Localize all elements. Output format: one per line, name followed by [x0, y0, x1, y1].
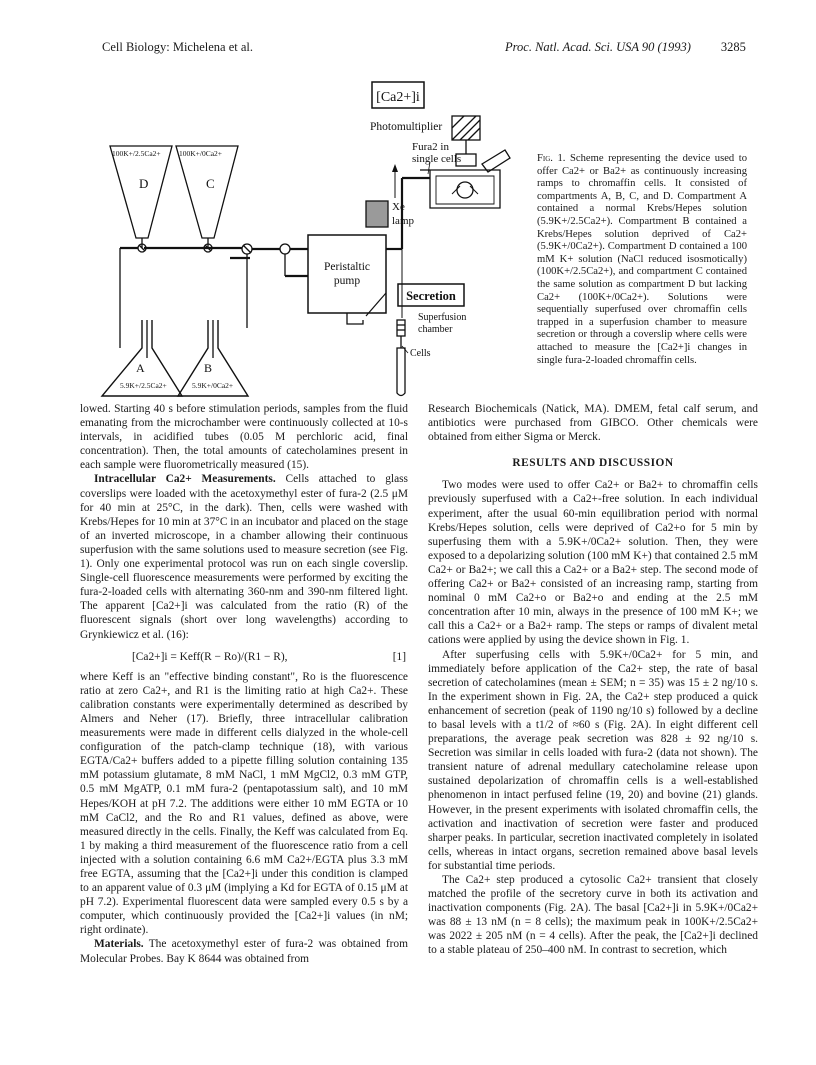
results-paragraph-2: After superfusing cells with 5.9K+/0Ca2+ for 5 min, and immediately before application of the Ca2+ step, the rate of basal secretion of catecholamines (mean ± SEM; n = 35) was 15 ± 2 ng/10 s. In the experiment shown in Fig. 2A, the Ca2+ step produced a quick enhancement of secretion (peak of 1190 ng/10 s) followed by a decline to basal levels with a t1/2 of ≈60 s (Fig. 2A). In eight different cell preparations, the average peak secretion was 828 ± 92 ng/10 s. Secretion was similar in cells loaded with fura-2 (data not shown). The transient nature of adrenal medullary catecholamine release upon sustained depolarization of chromaffin cells is a well-established phenomenon in intact perfused feline (19, 20) and bovine (21) glands. However, in the present experiments with isolated chromaffin cells, the activation and inactivation of secretion were faster and produced sharper peaks. In particular, secretion inactivated completely in isolated cells, whereas in intact organs, secretion remained above basal levels for substantial time periods. [428, 648, 758, 872]
superfusion-label: Superfusion [418, 312, 467, 323]
running-header-right [505, 40, 746, 55]
compartment-c-reservoir [176, 146, 238, 238]
comp-a-label: A [136, 361, 145, 375]
caption-label: Fig. 1. [537, 153, 566, 164]
xe-label: Xe [392, 201, 405, 213]
sol-b-label: 5.9K+/0Ca2+ [192, 381, 234, 390]
equation-text: [Ca2+]i = Keff(R − Ro)/(R1 − R), [132, 650, 288, 663]
section-head-intracellular: Intracellular Ca2+ Measurements. [94, 473, 276, 486]
comp-d-label: D [139, 176, 149, 191]
photomultiplier-label: Photomultiplier [370, 121, 443, 133]
photomultiplier-icon [452, 116, 480, 140]
lamp-label: lamp [392, 215, 414, 227]
pump-label-2: pump [333, 275, 361, 287]
figure-1-device-scheme [80, 58, 520, 403]
section-head-materials: Materials. [94, 938, 144, 951]
right-column [428, 402, 758, 958]
compartment-d-reservoir [110, 146, 172, 238]
journal-citation: Proc. Natl. Acad. Sci. USA 90 (1993) [505, 40, 691, 54]
pump-label-1: Peristaltic [324, 261, 370, 273]
results-paragraph-1: Two modes were used to offer Ca2+ or Ba2+ to chromaffin cells previously superfused with a Ca2+-free solution. In each individual experiment, after the usual 60-min equilibration period with normal Krebs/Hepes solution, cells were deprived of Ca2+o for 5 min by superfusing them with a 5.9K+/0Ca2+ solution. Then, they were exposed to a depolarizing solution (100 mM K+) that contained 2.5 mM Ca2+ or Ba2+; we call this a Ca2+ or a Ba2+ step. The second mode of offering Ca2+ or Ba2+ consisted of an increasing ramp, starting from nominal 0 mM Ca2+o or Ba2+o and ending at the 2.5 mM concentration after 10 min, always in the presence of 100 mM K+; we call this a Ca2+ or a Ba2+ ramp. The steps or ramps of divalent metal cations were applied by using the device shown in Fig. 1. [428, 479, 758, 647]
fura2-label-2: single cells [412, 153, 462, 165]
running-header-left: Cell Biology: Michelena et al. [102, 40, 254, 54]
fura2-label: Fura2 in [412, 141, 449, 153]
methods-paragraph-4-text: The acetoxymethyl ester of fura-2 was obtained from Molecular Probes. Bay K 8644 was obtained from [80, 938, 408, 965]
secretion-label: Secretion [406, 289, 456, 303]
comp-b-label: B [204, 361, 213, 375]
results-paragraph-3: The Ca2+ step produced a cytosolic Ca2+ transient that closely matched the profile of the secretory curve in both its activation and inactivation components (Fig. 2A). The basal [Ca2+]i in 5.9K+/0Ca2+ was 88 ± 13 nM (n = 8 cells); the maximum peak in 100K+/2.5Ca2+ was 2022 ± 205 nM (n = 4 cells). After the peak, the [Ca2+]i declined to a stable plateau of 250–400 nM. In contrast to secretion, which [428, 874, 758, 957]
valve-4 [280, 244, 290, 254]
methods-paragraph-2-text: Cells attached to glass coverslips were loaded with the acetoxymethyl ester of fura-2 (2.5 μM for 40 min at 25°C, in the dark). Then, cells were washed with Krebs/Hepes for 10 min at 37°C in an incubator and placed on the stage of an inverted microscope, in a chamber allowing their continuous superfusion with the same solutions used to measure secretion (see Fig. 1). Only one experimental protocol was run on each single coverslip. Single-cell fluorescence measurements were performed by exciting the fura-2-loaded cells with alternating 360-nm and 390-nm filtered light. The apparent [Ca2+]i was calculated from the ratio (R) of the fluorescent signals (short over long wavelengths) according to Grynkiewicz et al. (16): [80, 473, 408, 641]
sol-d-label: 100K+/2.5Ca2+ [112, 149, 161, 158]
comp-c-label: C [206, 176, 215, 191]
caption-text: Scheme representing the device used to offer Ca2+ or Ba2+ as continuously increasing ramps to chromaffin cells. It consisted of compartments A, B, C, and D. Compartment A contained a normal Krebs/Hepes solution (5.9K+/2.5Ca2+). Compartment B contained a Krebs/Hepes solution deprived of Ca2+ (5.9K+/0Ca2+). Compartment D contained a 100 mM K+ solution (NaCl reduced isosmotically) (100K+/2.5Ca2+), and compartment C contained the same solution as compartment D but lacking Ca2+ (100K+/0Ca2+). Solutions were sequentially superfused over chromaffin cells trapped in a superfusion chamber to measure secretion or through a coverslip where cells were attached to measure the [Ca2+]i changes in single fura-2-loaded chromaffin cells. [537, 153, 747, 366]
sol-c-label: 100K+/0Ca2+ [179, 149, 223, 158]
page-number: 3285 [720, 40, 746, 54]
xe-lamp-box [366, 201, 388, 227]
cells-label: Cells [410, 348, 431, 359]
figure-caption [537, 153, 747, 367]
ca-label: [Ca2+]i [376, 90, 420, 105]
results-heading: RESULTS AND DISCUSSION [512, 457, 674, 470]
equation-1 [80, 650, 408, 664]
methods-paragraph-3: where Keff is an "effective binding constant", Ro is the fluorescence ratio at zero Ca2+, and R1 is the limiting ratio at high Ca2+. These calibration constants were experimentally determined as described by Almers and Neher (17). Briefly, three intracellular calibration measurements were made in different cells dialyzed in the whole-cell configuration of the patch-clamp technique (18), with various EGTA/Ca2+ buffers added to a pipette filling solution containing 135 mM potassium glutamate, 8 mM NaCl, 1 mM MgCl2, 0.3 mM GTP, 0.5 mM MgATP, 0.1 mM fura-2 (pentapotassium salt), and 10 mM Hepes/KOH at pH 7.2. The additions were either 10 mM EGTA or 10 mM CaCl2, and the Ro and R1 values, defined as above, were measured directly in the cells. Finally, the Keff was calculated from Eq. 1 by making a third measurement of the fluorescence ratio from a cell injected with a solution containing 6.6 mM Ca2+/EGTA plus 3.3 mM free EGTA, assuming that the [Ca2+]i under this condition is clamped to an apparent value of 0.3 μM (implying a Kd for EGTA of 0.15 μM at pH 7.2). Experimental fluorescent data were sampled every 0.5 s by a computer, which continuously provided the [Ca2+]i values (in nM; right ordinate). [80, 670, 408, 937]
sol-a-label: 5.9K+/2.5Ca2+ [120, 381, 167, 390]
methods-paragraph-4 [80, 937, 408, 965]
superfusion-chamber-icon [397, 320, 405, 396]
equation-number: [1] [392, 650, 406, 663]
methods-paragraph-2 [80, 472, 408, 641]
chamber-label: chamber [418, 324, 453, 335]
left-column [80, 402, 408, 966]
peristaltic-pump [308, 235, 386, 313]
methods-paragraph-1: lowed. Starting 40 s before stimulation periods, samples from the fluid emanating from the microchamber were continuously collected at 10-s intervals, in acidified tubes (0.05 M perchloric acid, final concentration). Then, the total amounts of catecholamines present in each sample were fluorometrically measured (15). [80, 403, 408, 472]
materials-continued: Research Biochemicals (Natick, MA). DMEM, fetal calf serum, and antibiotics were purchased from GIBCO. Other chemicals were obtained from either Sigma or Merck. [428, 403, 758, 444]
